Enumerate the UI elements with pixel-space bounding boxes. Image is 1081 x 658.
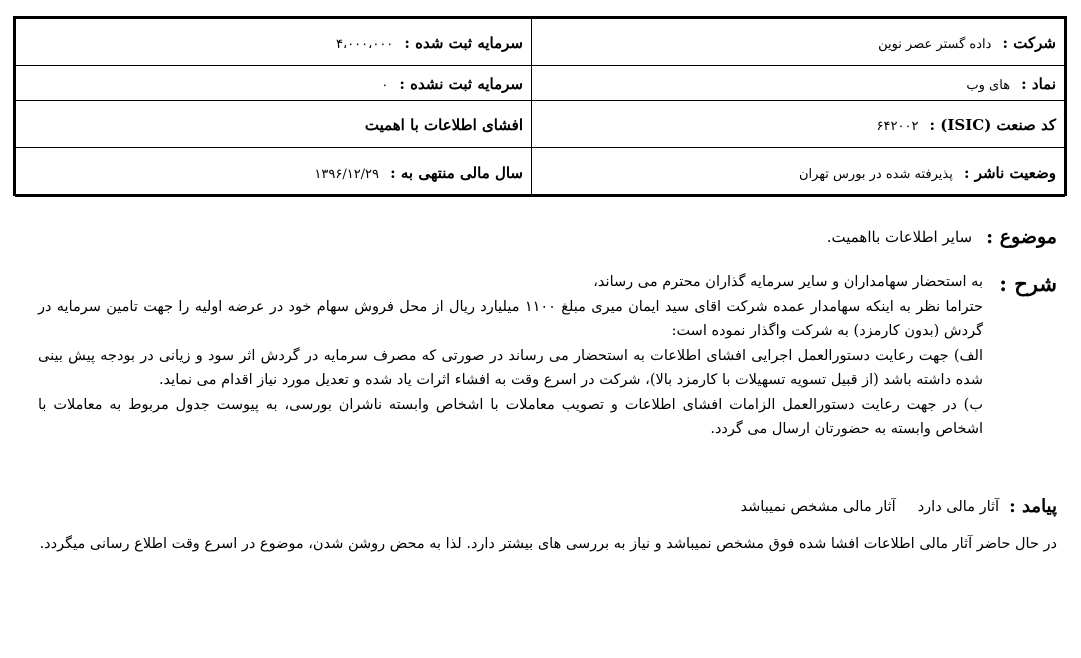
status-cell: [532, 148, 1065, 197]
fiscal-year-value: ۱۳۹۶/۱۲/۲۹: [314, 166, 380, 182]
registered-capital-cell: [16, 19, 532, 66]
symbol-label: نماد :: [1021, 74, 1056, 93]
explanation-body: [38, 270, 983, 442]
symbol-cell: [532, 66, 1065, 101]
company-value: داده گستر عصر نوین: [878, 36, 992, 52]
impact-label: پیامد :: [1009, 496, 1057, 517]
explanation-paragraph: حتراما نظر به اینکه سهامدار عمده شرکت اقای سید ایمان میری مبلغ ۱۱۰۰ میلیارد ریال از محل فروش سهام خود در عرضه اولیه را جهت تامین سرمایه در گردش (بدون کارمزد) به شرکت واگذار نموده است:: [38, 298, 984, 339]
symbol-value: های وب: [966, 77, 1011, 93]
isic-value: ۶۴۲۰۰۲: [876, 118, 919, 134]
subject-row: [827, 226, 1057, 248]
registered-capital-label: سرمایه ثبت شده :: [404, 33, 523, 52]
impact-option-unknown-effect: آثار مالی مشخص نمیباشد: [740, 498, 896, 515]
registered-capital-value: ۴،۰۰۰،۰۰۰: [336, 36, 394, 52]
isic-cell: [532, 101, 1065, 148]
unregistered-capital-value: ۰: [381, 77, 389, 93]
explanation-label: شرح :: [999, 271, 1057, 296]
report-type-cell: [16, 101, 532, 148]
impact-text: در حال حاضر آثار مالی اطلاعات افشا شده فوق مشخص نمیباشد و نیاز به بررسی های بیشتر دارد. لذا به محض روشن شدن، موضوع در اسرع وقت اطلاع رسانی میگردد.: [39, 536, 1057, 552]
impact-option-financial-effect: آثار مالی دارد: [917, 498, 1000, 515]
fiscal-year-cell: [16, 148, 532, 197]
header-table: [13, 16, 1067, 196]
status-value: پذیرفته شده در بورس تهران: [798, 166, 953, 182]
fiscal-year-label: سال مالی منتهی به :: [390, 163, 523, 182]
status-label: وضعیت ناشر :: [963, 163, 1056, 182]
explanation-paragraph: به استحضار سهامداران و سایر سرمایه گذاران محترم می رساند،: [593, 274, 983, 290]
unregistered-capital-label: سرمایه ثبت نشده :: [399, 74, 523, 93]
subject-value: سایر اطلاعات بااهمیت.: [826, 228, 973, 246]
subject-label: موضوع :: [986, 226, 1057, 248]
impact-row: [741, 496, 1057, 517]
company-label: شرکت :: [1002, 33, 1056, 52]
unregistered-capital-cell: [16, 66, 532, 101]
isic-label: کد صنعت (ISIC) :: [929, 115, 1056, 134]
explanation-paragraph: الف) جهت رعایت دستورالعمل اجرایی افشای اطلاعات به استحضار می رساند در صورتی که مصرف سرمایه در گردش اثر سود و زیانی در بودجه پیش بینی شده داشته باشد (از قبیل تسویه تسهیلات با کارمزد بالا)، شرکت در اسرع وقت به افشاء اثرات یاد شده و تعدیل مورد نیاز اقدام می نماید.: [38, 347, 983, 388]
company-cell: [532, 19, 1065, 66]
report-type: افشای اطلاعات با اهمیت: [364, 115, 523, 134]
explanation-paragraph: ب) در جهت رعایت دستورالعمل الزامات افشای اطلاعات و تصویب معاملات با اشخاص وابسته ناشران بورسی، به پیوست جدول مربوط به معاملات با اشخاص وابسته به حضورتان ارسال می گردد.: [38, 396, 983, 437]
